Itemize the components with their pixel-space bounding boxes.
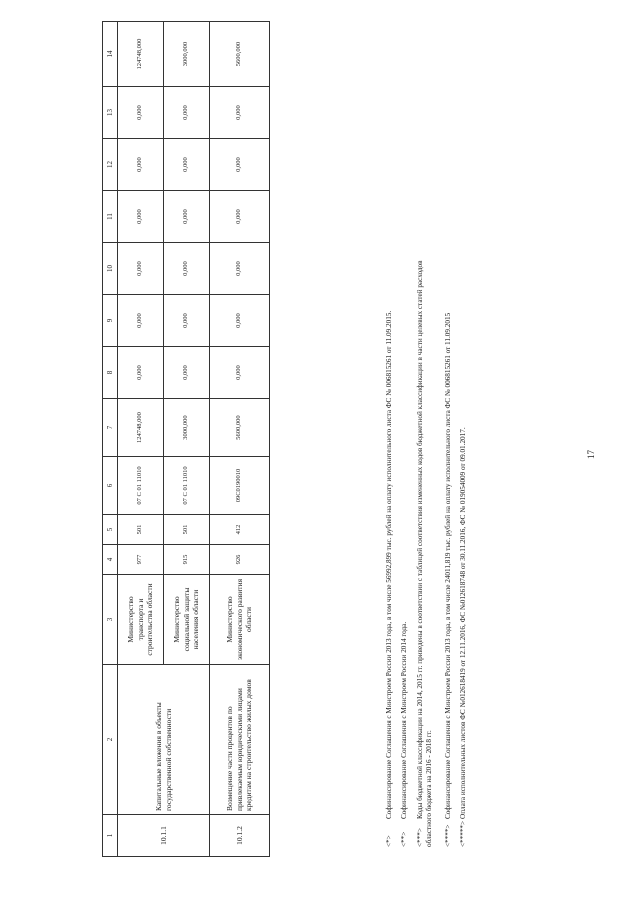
- table-cell: 124748,000: [118, 399, 164, 457]
- table-cell: 0,000: [164, 87, 210, 139]
- footnote-text: Софинансирование Соглашения с Минстроем России 2014 года.: [400, 621, 408, 819]
- table-cell: 0,000: [118, 295, 164, 347]
- column-header: 3: [103, 575, 118, 665]
- table-cell: 3000,000: [164, 399, 210, 457]
- table-cell: 0,000: [164, 191, 210, 243]
- table-cell: 0,000: [164, 295, 210, 347]
- column-header: 6: [103, 457, 118, 515]
- ministry-cell: Министерство экономического развития области: [210, 575, 270, 665]
- table-cell: 0,000: [210, 295, 270, 347]
- footnote: [400, 622, 409, 847]
- table-cell: 0,000: [118, 347, 164, 399]
- column-header: 9: [103, 295, 118, 347]
- column-header: 2: [103, 665, 118, 815]
- footnote: [444, 313, 453, 847]
- footnote-mark: <****>: [444, 824, 452, 847]
- column-header: 12: [103, 139, 118, 191]
- column-header: 8: [103, 347, 118, 399]
- column-header: 14: [103, 22, 118, 87]
- budget-table: [102, 21, 270, 857]
- table-cell: 977: [118, 545, 164, 575]
- column-header: 11: [103, 191, 118, 243]
- header-row: [103, 22, 118, 857]
- footnote-mark: <*>: [385, 835, 393, 847]
- table-cell: 07 С 01 11010: [164, 457, 210, 515]
- table-cell: 0,000: [118, 191, 164, 243]
- table-cell: 5600,000: [210, 399, 270, 457]
- table-cell: 0,000: [210, 139, 270, 191]
- column-header: 1: [103, 815, 118, 857]
- row-code: 10.1.2: [210, 815, 270, 857]
- table-cell: 0,000: [118, 243, 164, 295]
- table-row: [118, 22, 164, 857]
- table-cell: 0,000: [164, 139, 210, 191]
- table-cell: 5600,000: [210, 22, 270, 87]
- table-row: [210, 22, 270, 857]
- footnote-text: Коды бюджетной классификации на 2014, 2015 гг. приведены в соответствии с таблицей соответствия измененных кодов бюджетной классификации в части целевых статей расходов областного бюджета на 2016 - 2018 гг.: [416, 260, 434, 847]
- column-header: 10: [103, 243, 118, 295]
- footnote: [459, 427, 468, 847]
- row-name: Возмещение части процентов по привлекаемым юридическими лицами кредитам на строительство жилых домов: [210, 665, 270, 815]
- table-cell: 0,000: [210, 243, 270, 295]
- footnote-text: Оплата исполнительных листов ФС №012618419 от 12.11.2016, ФС №012618748 от 30.11.2016, ФС № 019054009 от 09.01.2017.: [459, 427, 467, 819]
- page-number: 17: [586, 450, 596, 459]
- footnote-mark: <*****>: [459, 820, 467, 847]
- footnote: [385, 311, 394, 847]
- table-cell: 0,000: [118, 87, 164, 139]
- table-cell: 915: [164, 545, 210, 575]
- table-cell: 09С0190010: [210, 457, 270, 515]
- row-code: 10.1.1: [118, 815, 210, 857]
- table-cell: 412: [210, 515, 270, 545]
- footnote-text: Софинансирование Соглашения с Минстроем России 2013 года, в том числе 24011,819 тыс. рублей на оплату исполнительного листа ФС № 006815261 от 11.09.2015: [444, 312, 452, 819]
- table-cell: 501: [118, 515, 164, 545]
- footnote-mark: <**>: [400, 831, 408, 847]
- footnote-mark: <***>: [416, 828, 424, 847]
- table-cell: 3000,000: [164, 22, 210, 87]
- table-cell: 0,000: [210, 87, 270, 139]
- footnote-text: Софинансирование Соглашения с Минстроем России 2013 года, в том числе 56992,899 тыс. рублей на оплату исполнительного листа ФС № 006815261 от 11.09.2015.: [385, 310, 393, 819]
- column-header: 5: [103, 515, 118, 545]
- ministry-cell: Министерство транспорта и строительства области: [118, 575, 164, 665]
- column-header: 4: [103, 545, 118, 575]
- table-cell: 0,000: [210, 191, 270, 243]
- table-cell: 501: [164, 515, 210, 545]
- table-cell: 07 С 01 11010: [118, 457, 164, 515]
- table-cell: 0,000: [118, 139, 164, 191]
- table-cell: 124748,000: [118, 22, 164, 87]
- column-header: 7: [103, 399, 118, 457]
- table-cell: 926: [210, 545, 270, 575]
- footnote: [416, 247, 435, 847]
- row-name: Капитальные вложения в объекты государственной собственности: [118, 665, 210, 815]
- ministry-cell: Министерство социальной защиты населения области: [164, 575, 210, 665]
- column-header: 13: [103, 87, 118, 139]
- table-cell: 0,000: [164, 347, 210, 399]
- table-cell: 0,000: [210, 347, 270, 399]
- table-cell: 0,000: [164, 243, 210, 295]
